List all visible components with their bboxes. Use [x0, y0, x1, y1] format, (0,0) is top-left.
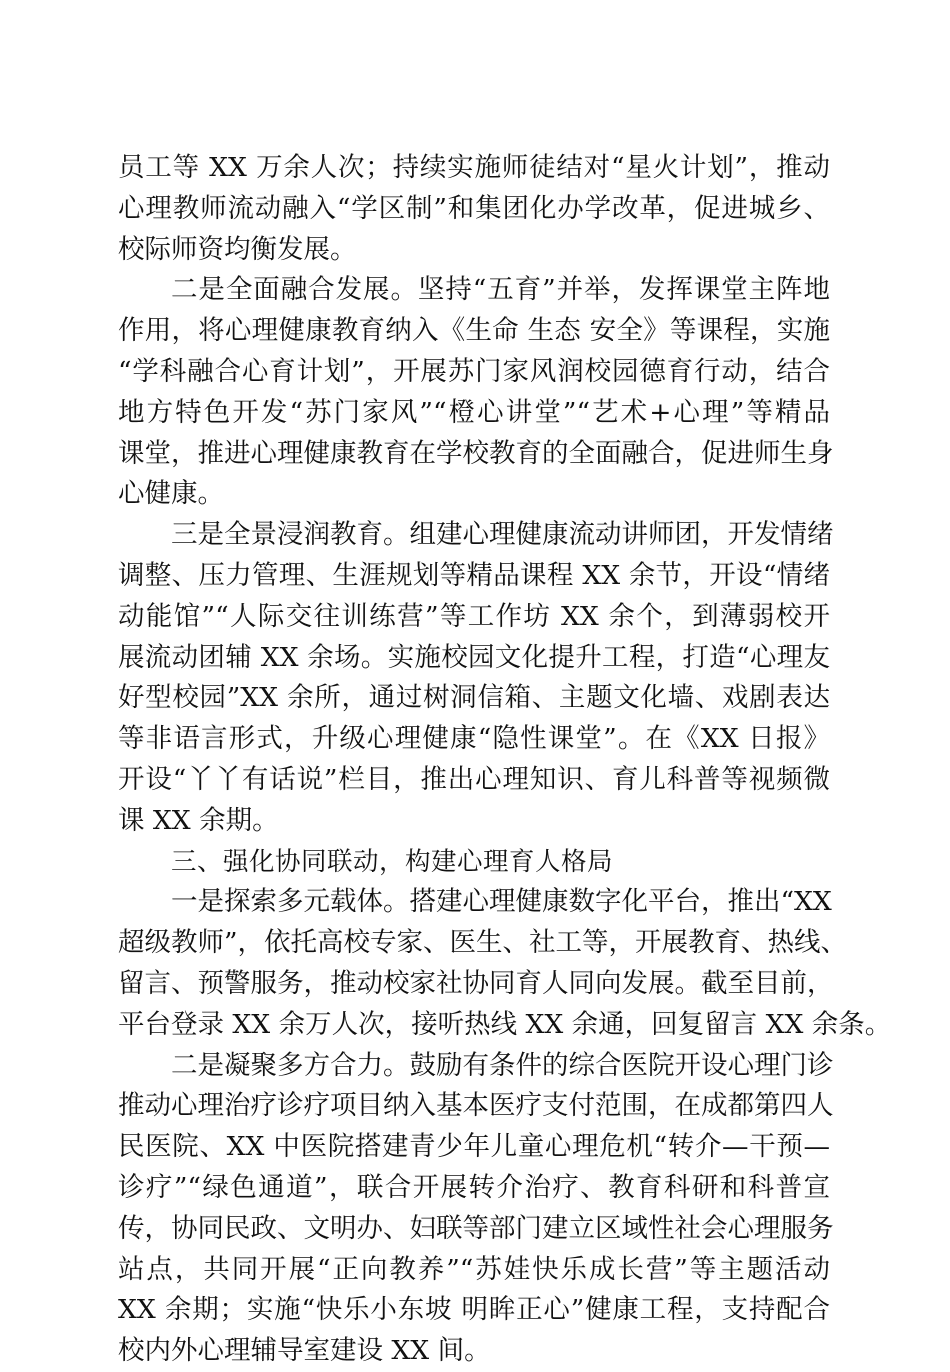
text-line: 调整、压力管理、生涯规划等精品课程 XX 余节，开设“情绪: [118, 559, 830, 591]
paragraph-teacher-exchange: [118, 148, 830, 270]
paragraph-diverse-carriers: [118, 882, 892, 1045]
document-page: [118, 148, 892, 1372]
text-line: 等非语言形式，升级心理健康“隐性课堂”。在《XX 日报》: [118, 723, 830, 755]
text-line: “学科融合心育计划”，开展苏门家风润校园德育行动，结合: [118, 355, 830, 387]
section-heading: [118, 842, 830, 883]
text-line: 课堂，推进心理健康教育在学校教育的全面融合，促进师生身: [118, 437, 834, 469]
text-line: 平台登录 XX 余万人次，接听热线 XX 余通，回复留言 XX 余条。: [118, 1008, 892, 1040]
text-line: 诊疗”“绿色通道”，联合开展转介治疗、教育科研和科普宣: [118, 1171, 830, 1203]
text-line: 展流动团辅 XX 余场。实施校园文化提升工程，打造“心理友: [118, 641, 830, 673]
text-line: 心理教师流动融入“学区制”和集团化办学改革，促进城乡、: [118, 192, 830, 224]
paragraph-immersive-education: [118, 515, 834, 841]
section-heading-text: 三、强化协同联动，构建心理育人格局: [171, 846, 614, 877]
text-line: 员工等 XX 万余人次；持续实施师徒结对“星火计划”，推动: [118, 152, 830, 183]
text-line: 二是凝聚多方合力。鼓励有条件的综合医院开设心理门诊: [171, 1049, 834, 1081]
text-line: 校内外心理辅导室建设 XX 间。: [118, 1335, 491, 1367]
text-line: 好型校园”XX 余所，通过树洞信箱、主题文化墙、戏剧表达: [118, 682, 830, 714]
text-line: 超级教师”，依托高校专家、医生、社工等，开展教育、热线、: [118, 927, 848, 959]
text-line: 推动心理治疗诊疗项目纳入基本医疗支付范围，在成都第四人: [118, 1090, 834, 1122]
text-line: 民医院、XX 中医院搭建青少年儿童心理危机“转介—干预—: [118, 1131, 830, 1163]
text-line: 动能馆”“人际交往训练营”等工作坊 XX 余个，到薄弱校开: [118, 600, 830, 632]
text-line: 地方特色开发“苏门家风”“橙心讲堂”“艺术+心理”等精品: [118, 396, 830, 428]
paragraph-joint-forces: [118, 1046, 834, 1372]
text-line: 一是探索多元载体。搭建心理健康数字化平台，推出“XX: [171, 886, 832, 918]
text-line: XX 余期；实施“快乐小东坡 明眸正心”健康工程，支持配合: [118, 1294, 830, 1326]
text-line: 站点，共同开展“正向教养”“苏娃快乐成长营”等主题活动: [118, 1253, 830, 1285]
text-line: 二是全面融合发展。坚持“五育”并举，发挥课堂主阵地: [171, 274, 830, 306]
text-line: 传，协同民政、文明办、妇联等部门建立区域性社会心理服务: [118, 1212, 834, 1244]
text-line: 留言、预警服务，推动校家社协同育人同向发展。截至目前，: [118, 967, 834, 999]
text-line: 三是全景浸润教育。组建心理健康流动讲师团，开发情绪: [171, 519, 834, 551]
text-line: 课 XX 余期。: [118, 804, 279, 836]
text-line: 作用，将心理健康教育纳入《生命 生态 安全》等课程，实施: [118, 315, 830, 347]
text-line: 心健康。: [118, 478, 224, 510]
paragraph-integrated-development: [118, 270, 834, 515]
text-line: 开设“丫丫有话说”栏目，推出心理知识、育儿科普等视频微: [118, 763, 830, 795]
text-line: 校际师资均衡发展。: [118, 233, 357, 265]
